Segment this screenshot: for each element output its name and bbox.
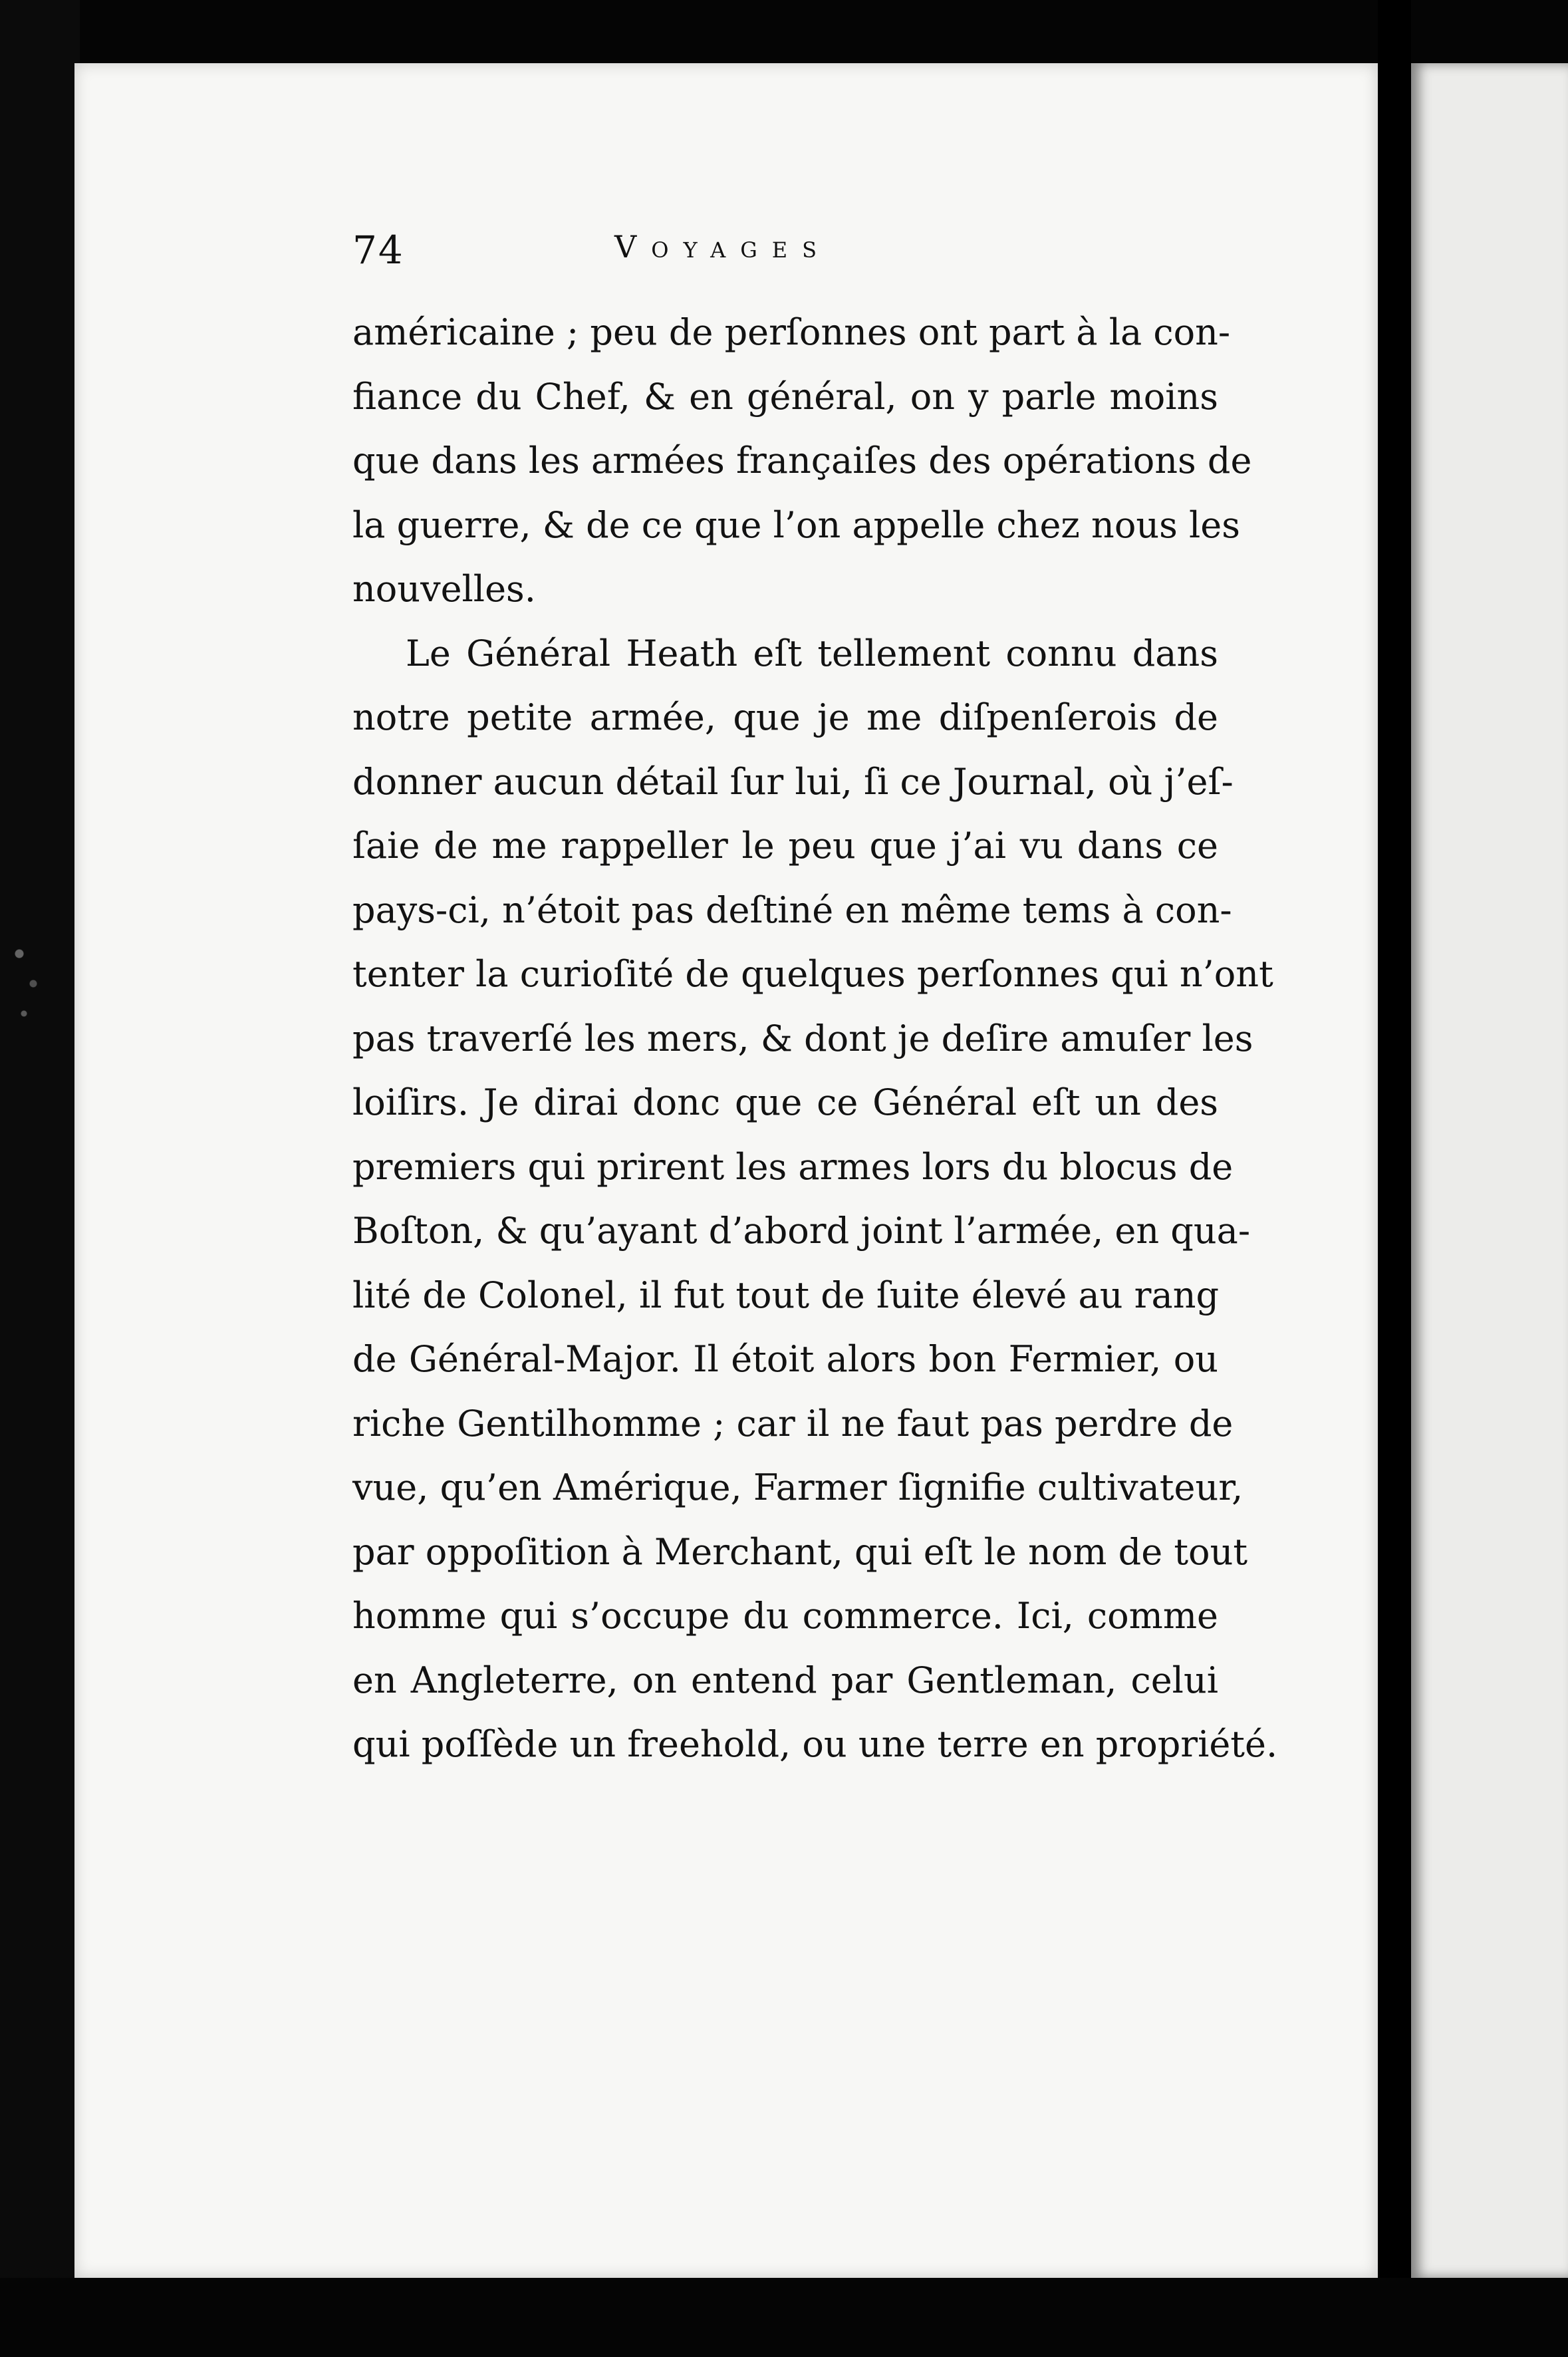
text-line: Boſton, & qu’ayant d’abord joint l’armée, en qua- [352, 1210, 1251, 1252]
body-text [352, 301, 1278, 1777]
text-line: fiance du Chef, & en général, on y parle moins [352, 375, 1218, 418]
text-line: la guerre, & de ce que l’on appelle chez nous les [352, 503, 1240, 546]
bottom-scan-border [0, 2278, 1568, 2357]
text-line: qui poſſède un freehold, ou une terre en propriété. [352, 1723, 1278, 1765]
book-gutter [1378, 0, 1411, 2357]
text-line: nouvelles. [352, 568, 536, 610]
text-line: américaine ; peu de perſonnes ont part à la con- [352, 311, 1231, 353]
running-title: Voyages [614, 229, 832, 265]
running-head [275, 227, 1217, 287]
text-line: loiſirs. Je dirai donc que ce Général eſt un des [352, 1081, 1218, 1123]
text-line: en Angleterre, on entend par Gentleman, celui [352, 1659, 1218, 1701]
text-line: premiers qui prirent les armes lors du blocus de [352, 1145, 1234, 1188]
text-line: homme qui s’occupe du commerce. Ici, comme [352, 1595, 1218, 1637]
text-line: que dans les armées françaiſes des opérations de [352, 440, 1252, 482]
paragraph-start-line: Le Général Heath eſt tellement connu dans [406, 632, 1218, 674]
text-line: par oppoſition à Merchant, qui eſt le nom de tout [352, 1530, 1248, 1573]
scan-specks [5, 918, 52, 1038]
text-line: donner aucun détail ſur lui, ſi ce Journal, où j’eſ- [352, 760, 1234, 803]
text-line: de Général-Major. Il étoit alors bon Fermier, ou [352, 1338, 1218, 1380]
text-line: riche Gentilhomme ; car il ne faut pas perdre de [352, 1402, 1234, 1445]
text-line: ſaie de me rappeller le peu que j’ai vu dans ce [352, 825, 1218, 867]
text-line: vue, qu’en Amérique, Farmer ſignifie cultivateur, [352, 1466, 1243, 1508]
facing-page-edge [1411, 63, 1568, 2278]
text-line: notre petite armée, que je me diſpenſerois de [352, 696, 1218, 738]
left-scan-border [0, 0, 80, 2357]
text-line: tenter la curioſité de quelques perſonnes qui n’ont [352, 953, 1273, 995]
text-line: pas traverſé les mers, & dont je deſire amuſer les [352, 1017, 1253, 1059]
page-number: 74 [352, 227, 404, 273]
text-line: pays-ci, n’étoit pas deſtiné en même tems à con- [352, 889, 1232, 931]
text-line: lité de Colonel, il fut tout de ſuite élevé au rang [352, 1274, 1220, 1316]
